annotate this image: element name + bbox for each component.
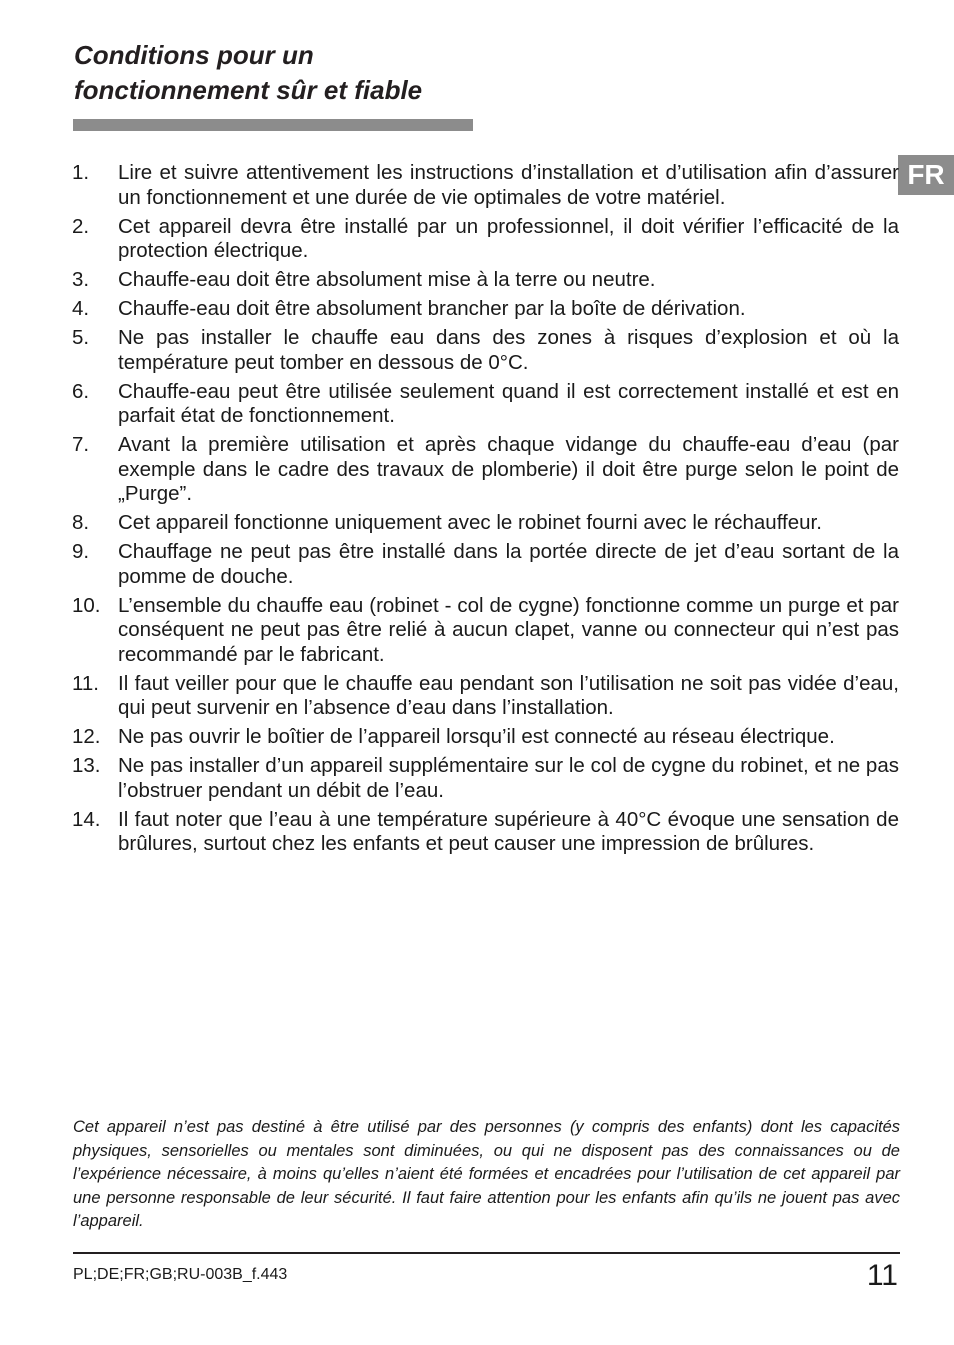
document-code: PL;DE;FR;GB;RU-003B_f.443	[73, 1266, 288, 1283]
page-title-line-2: fonctionnement sûr et fiable	[74, 75, 423, 105]
title-underline-bar	[73, 119, 473, 131]
list-item-text: Cet appareil fonctionne uniquement avec le robinet fourni avec le réchauffeur.	[118, 511, 822, 534]
list-item-text: Lire et suivre attentivement les instructions d’installation et d’utilisation afin d’assurer un fonctionnement et une durée de vie optimales de votre matériel.	[118, 161, 899, 209]
list-item-number: 3.	[72, 268, 90, 291]
page-number: 11	[866, 1259, 898, 1292]
list-item-number: 9.	[72, 540, 90, 563]
list-item-number: 7.	[72, 433, 90, 456]
page-title-line-1: Conditions pour un	[74, 40, 314, 70]
list-item-number: 1.	[72, 161, 90, 184]
list-item-number: 10.	[72, 593, 101, 617]
list-item-number: 14.	[72, 807, 101, 831]
safety-instructions-list	[72, 161, 899, 861]
list-item	[72, 672, 899, 721]
list-item-text: Ne pas installer d’un appareil supplémentaire sur le col de cygne du robinet, et ne pas l’obstruer pendant un débit de l’eau.	[118, 754, 899, 802]
list-item	[72, 268, 899, 293]
list-item	[72, 380, 899, 429]
list-item	[72, 161, 899, 210]
list-item	[72, 433, 899, 507]
list-item-number: 4.	[72, 297, 90, 320]
list-item	[72, 594, 899, 668]
list-item	[72, 540, 899, 589]
list-item	[72, 215, 899, 264]
list-item-text: Il faut veiller pour que le chauffe eau pendant son l’utilisation ne soit pas vidée d’eau, qui peut survenir en l’absence d’eau dans l’installation.	[118, 671, 899, 719]
list-item-number: 5.	[72, 326, 90, 349]
list-item-text: Il faut noter que l’eau à une température supérieure à 40°C évoque une sensation de brûlures, surtout chez les enfants et peut causer une impression de brûlures.	[118, 807, 899, 855]
list-item-number: 8.	[72, 511, 90, 534]
safety-notice: Cet appareil n’est pas destiné à être utilisé par des personnes (y compris des enfants) dont les capacités physiques, sensorielles ou mentales sont diminuées, ou qui ne disposent pas des connaissances ou de l’expérience nécessaire, à moins qu’elles n’aient été formées et encadrées pour l’utilisation de cet appareil par une personne responsable de leur sécurité. Il faut faire attention pour les enfants afin qu’ils ne jouent pas avec l’appareil.	[73, 1118, 900, 1230]
list-item-text: Ne pas installer le chauffe eau dans des zones à risques d’explosion et où la température peut tomber en dessous de 0°C.	[118, 326, 899, 374]
list-item	[72, 297, 899, 322]
list-item-number: 11.	[72, 671, 99, 695]
list-item	[72, 725, 899, 750]
list-item-text: Chauffe-eau doit être absolument mise à la terre ou neutre.	[118, 268, 656, 291]
list-item	[72, 808, 899, 857]
list-item-text: Chauffage ne peut pas être installé dans la portée directe de jet d’eau sortant de la pomme de douche.	[118, 540, 899, 588]
list-item-text: Chauffe-eau doit être absolument brancher par la boîte de dérivation.	[118, 297, 746, 320]
list-item-number: 12.	[72, 725, 101, 748]
list-item-number: 13.	[72, 754, 101, 777]
list-item-number: 2.	[72, 214, 90, 238]
list-item-text: Chauffe-eau peut être utilisée seulement quand il est correctement installé et est en parfait état de fonctionnement.	[118, 379, 899, 427]
list-item-text: Avant la première utilisation et après chaque vidange du chauffe-eau d’eau (par exemple dans le cadre des travaux de plomberie) il doit être purge selon le point de „Purge”.	[118, 433, 899, 505]
list-item-text: Ne pas ouvrir le boîtier de l’appareil lorsqu’il est connecté au réseau électrique.	[118, 725, 835, 748]
language-tab: FR	[898, 155, 954, 195]
list-item	[72, 511, 899, 536]
list-item-number: 6.	[72, 379, 90, 403]
list-item-text: Cet appareil devra être installé par un professionnel, il doit vérifier l’efficacité de la protection électrique.	[118, 214, 899, 262]
list-item-text: L’ensemble du chauffe eau (robinet - col de cygne) fonctionne comme un purge et par conséquent ne peut pas être relié à aucun clapet, vanne ou connecteur qui n’est pas recommandé par le fabricant.	[118, 593, 899, 666]
list-item	[72, 754, 899, 803]
list-item	[72, 326, 899, 375]
footer-divider	[73, 1252, 900, 1254]
page-title	[74, 38, 422, 108]
